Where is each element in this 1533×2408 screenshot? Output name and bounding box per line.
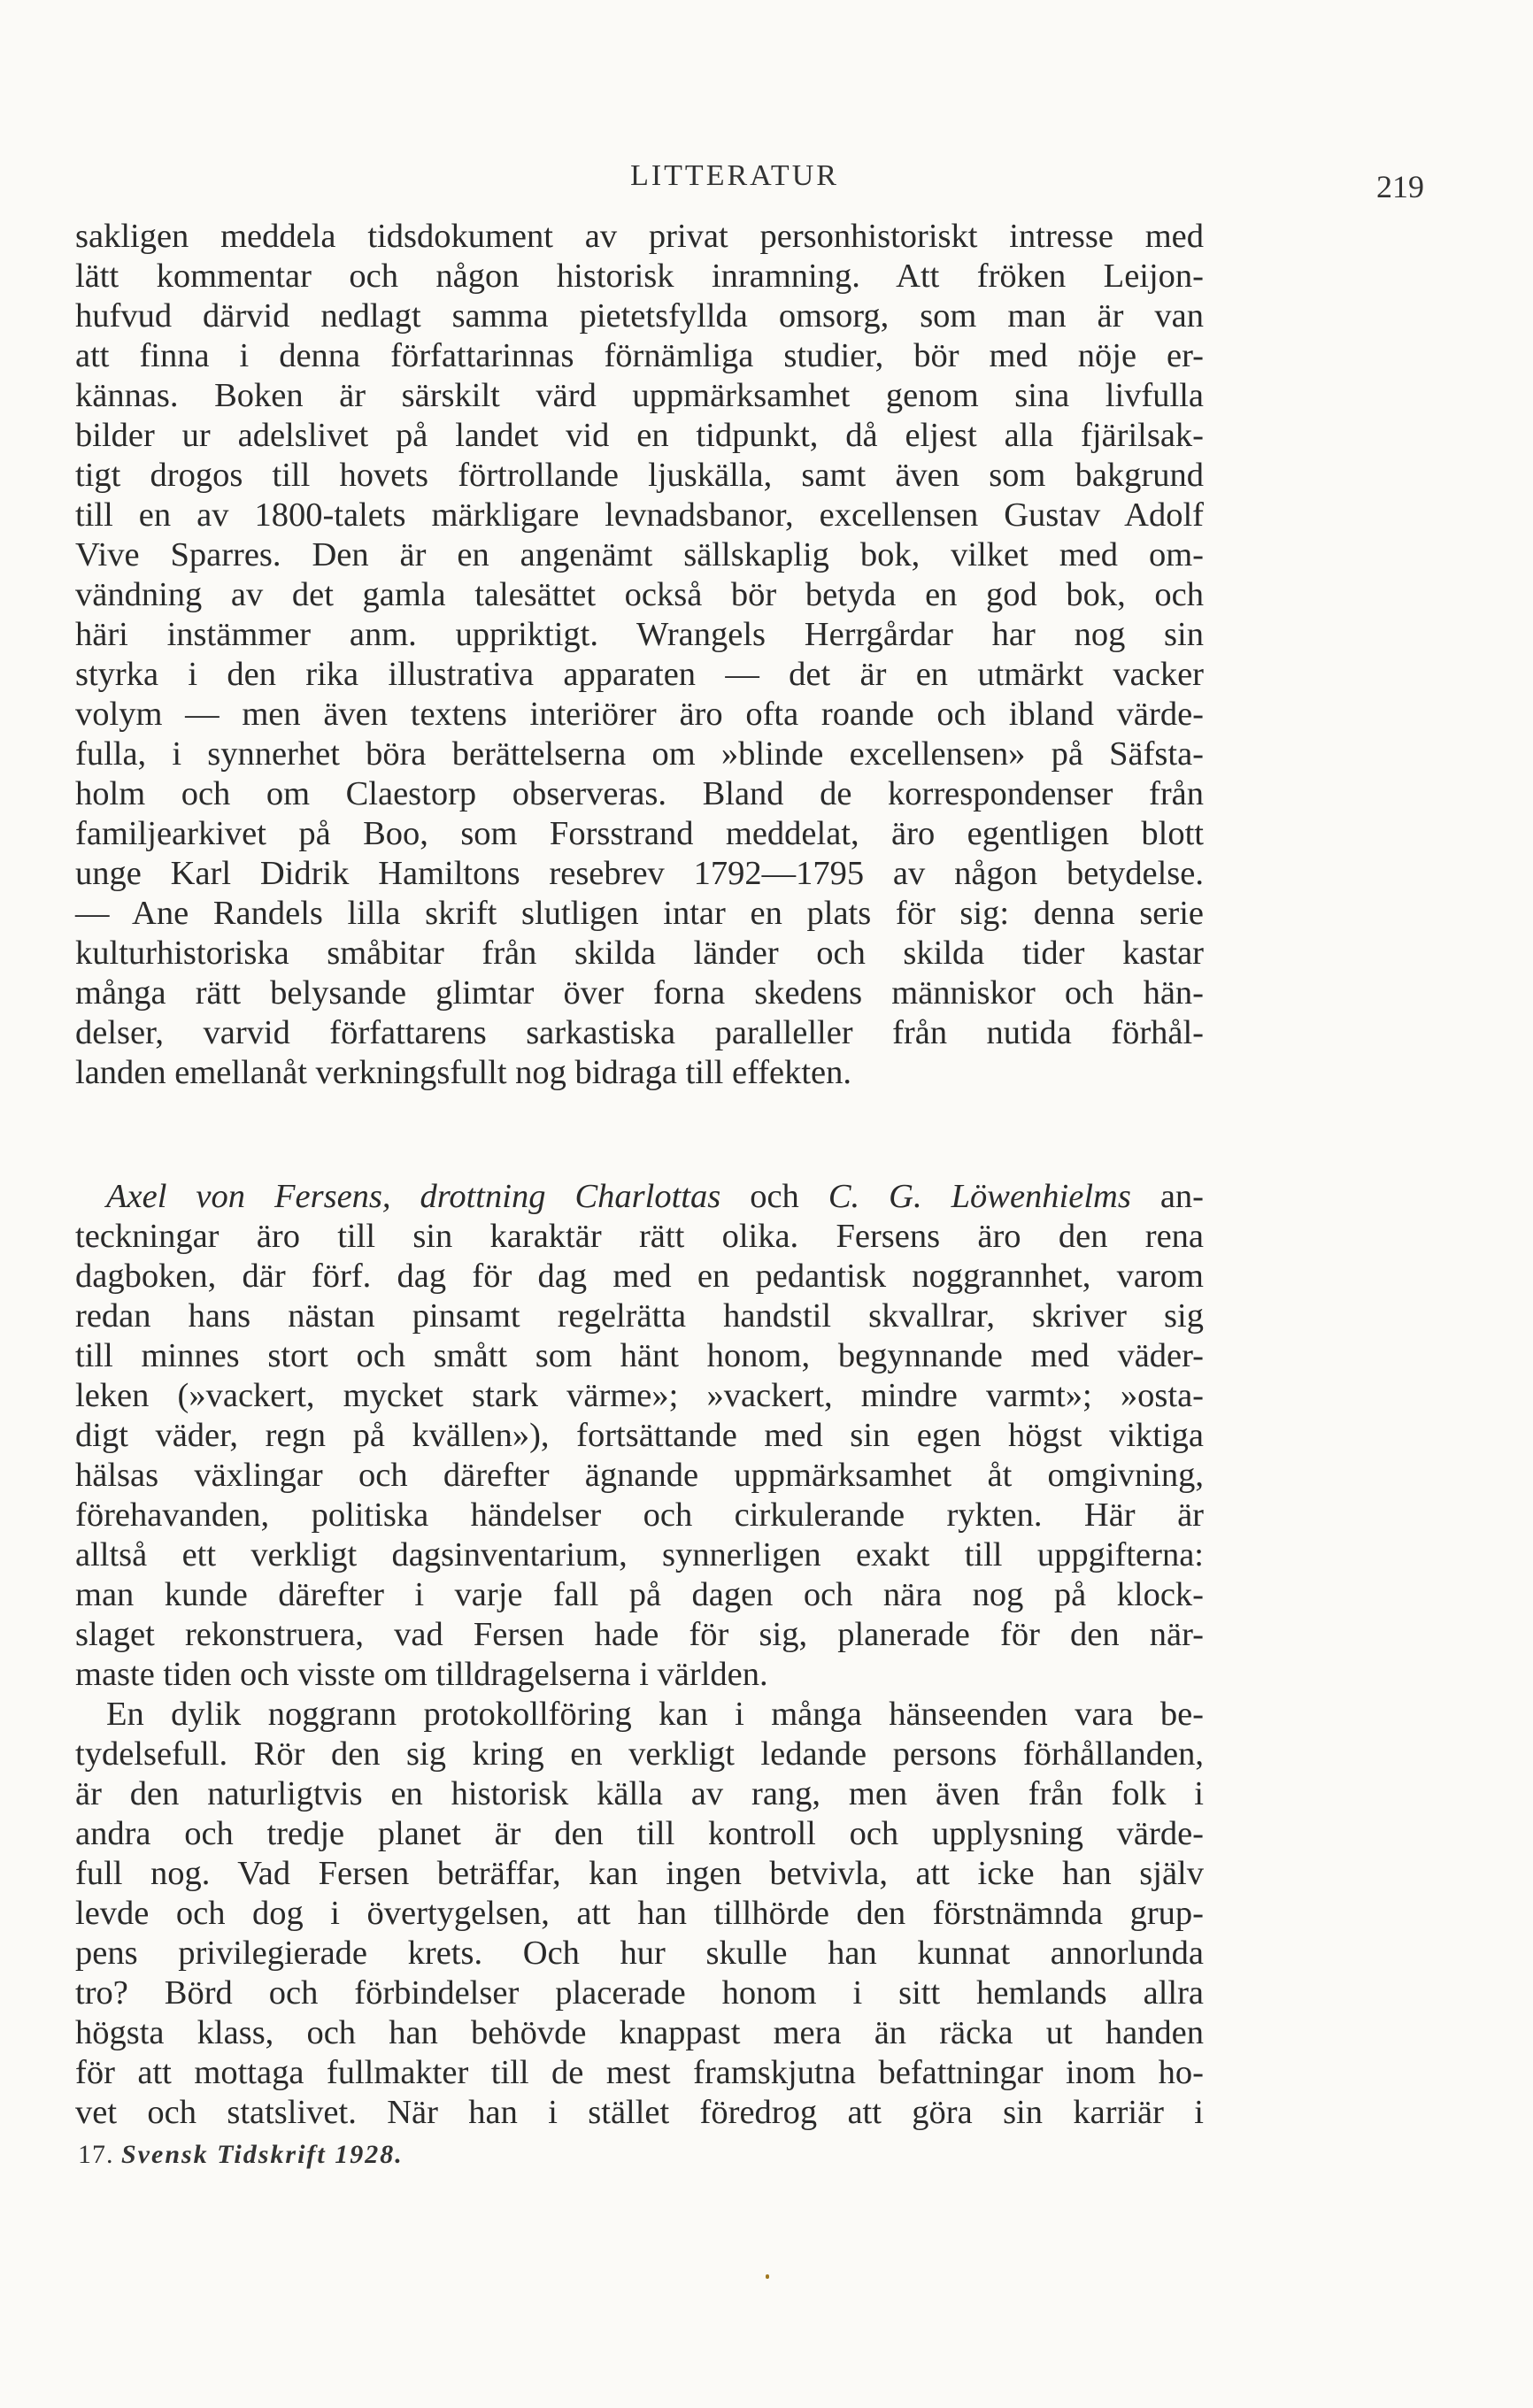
text-line: sakligen meddela tidsdokument av privat personhistoriskt intresse med (75, 218, 1204, 255)
text-line: bilder ur adelslivet på landet vid en tidpunkt, då eljest alla fjärilsak- (75, 417, 1204, 454)
running-header: LITTERATUR (630, 159, 839, 192)
page-number: 219 (1376, 169, 1424, 204)
text-line: — Ane Randels lilla skrift slutligen intar en plats för sig: denna serie (75, 895, 1204, 932)
italic-author: C. G. Löwenhielms (828, 1178, 1131, 1215)
text-line: hufvud därvid nedlagt samma pietetsfyllda omsorg, som man är van (75, 297, 1204, 335)
text-line: kulturhistoriska småbitar från skilda länder och skilda tider kastar (75, 935, 1204, 972)
text-line: är den naturligtvis en historisk källa av rang, men även från folk i (75, 1775, 1204, 1812)
text-line: att finna i denna författarinnas förnämliga studier, bör med nöje er- (75, 337, 1204, 374)
text-line: tigt drogos till hovets förtrollande ljuskälla, samt även som bakgrund (75, 457, 1204, 494)
text-line: till en av 1800-talets märkligare levnadsbanor, excellensen Gustav Adolf (75, 496, 1204, 534)
italic-titles: Axel von Fersens, drottning Charlottas (106, 1178, 721, 1215)
text-line: alltså ett verkligt dagsinventarium, synnerligen exakt till uppgifterna: (75, 1536, 1204, 1573)
text-line: landen emellanåt verkningsfullt nog bidraga till effekten. (75, 1054, 852, 1091)
text-line: fulla, i synnerhet böra berättelserna om »blinde excellensen» på Säfsta- (75, 735, 1204, 773)
text-line: holm och om Claestorp observeras. Bland de korrespondenser från (75, 775, 1204, 812)
text-line: dagboken, där förf. dag för dag med en pedantisk noggrannhet, varom (75, 1258, 1204, 1295)
text-line: tro? Börd och förbindelser placerade honom i sitt hemlands allra (75, 1974, 1204, 2012)
text-line: levde och dog i övertygelsen, att han tillhörde den förstnämnda grup- (75, 1895, 1204, 1932)
text-line: förehavanden, politiska händelser och cirkulerande rykten. Här är (75, 1496, 1204, 1534)
text-line: hälsas växlingar och därefter ägnande uppmärksamhet åt omgivning, (75, 1457, 1204, 1494)
text-line: lätt kommentar och någon historisk inramning. Att fröken Leijon- (75, 258, 1204, 295)
text-line: full nog. Vad Fersen beträffar, kan ingen betvivla, att icke han själv (75, 1855, 1204, 1892)
text-line: familjearkivet på Boo, som Forsstrand meddelat, äro egentligen blott (75, 815, 1204, 852)
journal-name: Svensk Tidskrift 1928. (121, 2140, 404, 2169)
hyphenated-word-start: an- (1130, 1178, 1204, 1215)
text-line: många rätt belysande glimtar över forna skedens människor och hän- (75, 974, 1204, 1012)
paragraph-first-line (75, 1177, 1204, 1217)
text-line: Vive Sparres. Den är en angenämt sällskaplig bok, vilket med om- (75, 536, 1204, 573)
text-line: leken (»vackert, mycket stark värme»; »vackert, mindre varmt»; »osta- (75, 1377, 1204, 1414)
text-line: till minnes stort och smått som hänt honom, begynnande med väder- (75, 1337, 1204, 1374)
text-line: pens privilegierade krets. Och hur skulle han kunnat annorlunda (75, 1935, 1204, 1972)
signature-line (78, 2140, 404, 2170)
conjunction: och (720, 1178, 828, 1215)
text-line: En dylik noggrann protokollföring kan i många hänseenden vara be- (106, 1696, 1204, 1733)
text-line: andra och tredje planet är den till kontroll och upplysning värde- (75, 1815, 1204, 1852)
text-line: kännas. Boken är särskilt värd uppmärksamhet genom sina livfulla (75, 377, 1204, 414)
text-line: unge Karl Didrik Hamiltons resebrev 1792—1795 av någon betydelse. (75, 855, 1204, 892)
print-speck (766, 2274, 769, 2279)
text-line: teckningar äro till sin karaktär rätt olika. Fersens äro den rena (75, 1218, 1204, 1255)
text-line: vändning av det gamla talesättet också bör betyda en god bok, och (75, 576, 1204, 613)
text-line: häri instämmer anm. uppriktigt. Wrangels Herrgårdar har nog sin (75, 616, 1204, 653)
signature-number: 17. (78, 2140, 114, 2169)
text-line: styrka i den rika illustrativa apparaten — det är en utmärkt vacker (75, 656, 1204, 693)
text-line: redan hans nästan pinsamt regelrätta handstil skvallrar, skriver sig (75, 1297, 1204, 1335)
text-line: för att mottaga fullmakter till de mest framskjutna befattningar inom ho- (75, 2054, 1204, 2091)
paragraph-fersen (75, 1177, 1204, 2133)
text-line: slaget rekonstruera, vad Fersen hade för sig, planerade för den när- (75, 1616, 1204, 1653)
text-line: maste tiden och visste om tilldragelserna i världen. (75, 1656, 768, 1693)
text-line: vet och statslivet. När han i stället föredrog att göra sin karriär i (75, 2094, 1204, 2131)
text-line: tydelsefull. Rör den sig kring en verkligt ledande persons förhållanden, (75, 1735, 1204, 1773)
text-line: man kunde därefter i varje fall på dagen och nära nog på klock- (75, 1576, 1204, 1613)
paragraph-continued (75, 217, 1204, 1093)
text-line: digt väder, regn på kvällen»), fortsättande med sin egen högst viktiga (75, 1417, 1204, 1454)
text-line: delser, varvid författarens sarkastiska paralleller från nutida förhål- (75, 1014, 1204, 1051)
text-line: volym — men även textens interiörer äro ofta roande och ibland värde- (75, 696, 1204, 733)
text-line: högsta klass, och han behövde knappast mera än räcka ut handen (75, 2014, 1204, 2051)
